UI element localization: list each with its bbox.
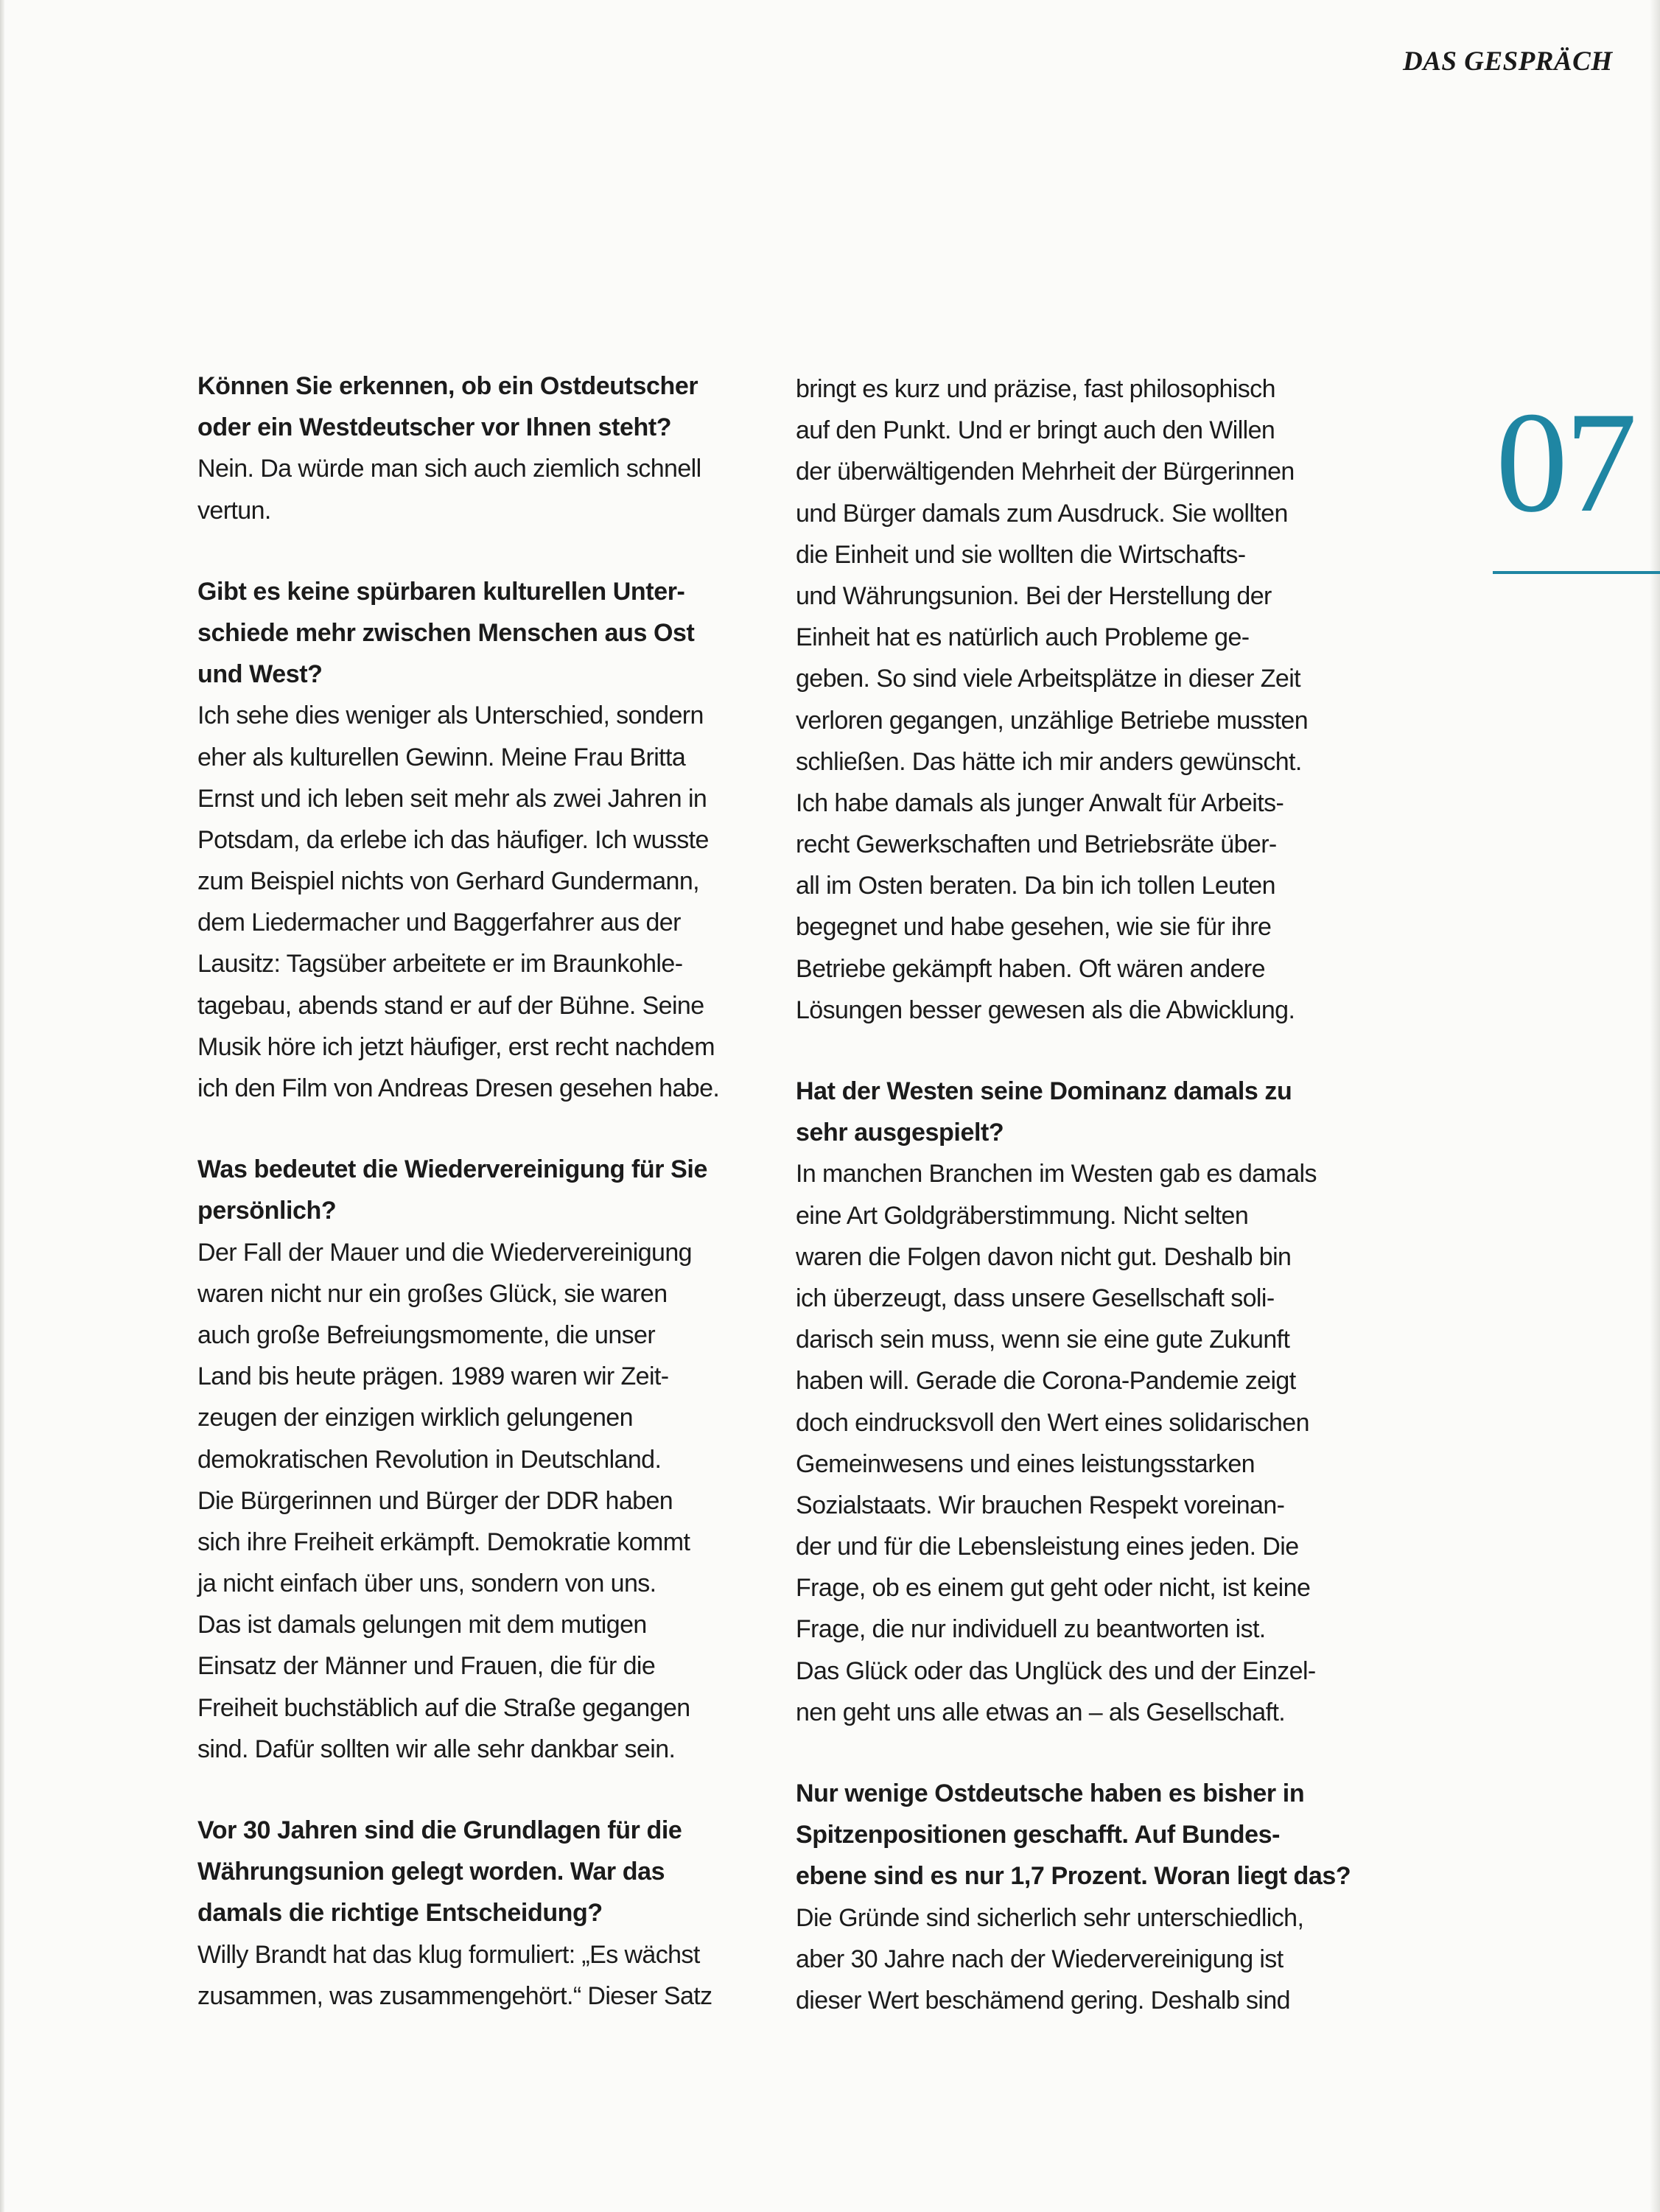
- answer-line: Das Glück oder das Unglück des und der Einzel-: [796, 1656, 1316, 1685]
- text-column-1: [197, 365, 772, 2017]
- answer-line: Willy Brandt hat das klug formuliert: „Es wächst: [197, 1940, 700, 1969]
- question-line: Hat der Westen seine Dominanz damals zu: [796, 1077, 1292, 1105]
- answer-line: Land bis heute prägen. 1989 waren wir Zeit-: [197, 1362, 669, 1391]
- answer-line: auf den Punkt. Und er bringt auch den Willen: [796, 416, 1275, 445]
- answer-line: schließen. Das hätte ich mir anders gewünscht.: [796, 747, 1302, 776]
- question-line: ebene sind es nur 1,7 Prozent. Woran liegt das?: [796, 1862, 1351, 1891]
- answer-line: sich ihre Freiheit erkämpft. Demokratie kommt: [197, 1527, 690, 1556]
- answer-line: tagebau, abends stand er auf der Bühne. Seine: [197, 991, 704, 1020]
- answer-line: dieser Wert beschämend gering. Deshalb sind: [796, 1986, 1290, 2015]
- page-edge-left: [0, 0, 4, 2212]
- question-line: persönlich?: [197, 1197, 337, 1225]
- question-line: Spitzenpositionen geschafft. Auf Bundes-: [796, 1821, 1281, 1849]
- answer-line: dem Liedermacher und Baggerfahrer aus der: [197, 909, 681, 937]
- answer-line: auch große Befreiungsmomente, die unser: [197, 1320, 656, 1349]
- answer-line: doch eindrucksvoll den Wert eines solidarischen: [796, 1408, 1309, 1437]
- question-line: sehr ausgespielt?: [796, 1119, 1004, 1147]
- answer-line: bringt es kurz und präzise, fast philosophisch: [796, 375, 1275, 403]
- answer-line: eher als kulturellen Gewinn. Meine Frau Britta: [197, 743, 686, 771]
- answer-line: Musik höre ich jetzt häufiger, erst recht nachdem: [197, 1032, 715, 1061]
- answer-line: Ich sehe dies weniger als Unterschied, sondern: [197, 701, 704, 730]
- answer-line: der überwältigenden Mehrheit der Bürgerinnen: [796, 458, 1295, 486]
- answer-line: aber 30 Jahre nach der Wiedervereinigung ist: [796, 1945, 1283, 1973]
- interview-question: [796, 1773, 1370, 1897]
- question-line: oder ein Westdeutscher vor Ihnen steht?: [197, 413, 672, 442]
- question-line: Währungsunion gelegt worden. War das: [197, 1858, 665, 1886]
- answer-line: und Währungsunion. Bei der Herstellung der: [796, 581, 1272, 610]
- question-line: Nur wenige Ostdeutsche haben es bisher in: [796, 1779, 1305, 1807]
- answer-line: Sozialstaats. Wir brauchen Respekt voreinan-: [796, 1491, 1285, 1519]
- answer-line: Lösungen besser gewesen als die Abwicklung.: [796, 995, 1295, 1024]
- answer-line: begegnet und habe gesehen, wie sie für ihre: [796, 913, 1272, 942]
- answer-line: Nein. Da würde man sich auch ziemlich schnell: [197, 455, 701, 483]
- answer-line: verloren gegangen, unzählige Betriebe mussten: [796, 706, 1309, 735]
- interview-answer: [197, 448, 772, 531]
- answer-line: Betriebe gekämpft haben. Oft wären andere: [796, 954, 1265, 983]
- answer-line: eine Art Goldgräberstimmung. Nicht selten: [796, 1201, 1249, 1230]
- answer-line: demokratischen Revolution in Deutschland.: [197, 1445, 662, 1474]
- question-line: Können Sie erkennen, ob ein Ostdeutscher: [197, 372, 698, 400]
- interview-block: [197, 1810, 772, 2017]
- answer-line: waren nicht nur ein großes Glück, sie waren: [197, 1279, 668, 1308]
- answer-line: und Bürger damals zum Ausdruck. Sie wollten: [796, 499, 1288, 528]
- answer-line: recht Gewerkschaften und Betriebsräte über-: [796, 830, 1277, 859]
- answer-line: all im Osten beraten. Da bin ich tollen Leuten: [796, 872, 1275, 900]
- paragraph-gap: [796, 1733, 1370, 1773]
- page-number-rule: [1493, 571, 1660, 574]
- answer-line: zum Beispiel nichts von Gerhard Gundermann,: [197, 867, 699, 896]
- answer-line: waren die Folgen davon nicht gut. Deshalb bin: [796, 1242, 1292, 1271]
- paragraph-gap: [197, 1109, 772, 1149]
- question-line: schiede mehr zwischen Menschen aus Ost: [197, 618, 695, 647]
- answer-line: Gemeinwesens und eines leistungsstarken: [796, 1449, 1255, 1478]
- question-line: Vor 30 Jahren sind die Grundlagen für die: [197, 1816, 682, 1844]
- interview-answer: [197, 1934, 772, 2017]
- interview-block: [197, 571, 772, 1109]
- interview-answer: [197, 1232, 772, 1770]
- section-label: DAS GESPRÄCH: [1403, 46, 1613, 77]
- interview-question: [197, 1149, 772, 1231]
- answer-line: ich den Film von Andreas Dresen gesehen habe.: [197, 1074, 720, 1102]
- answer-line: zeugen der einzigen wirklich gelungenen: [197, 1404, 633, 1432]
- paragraph-gap: [197, 531, 772, 571]
- answer-line: Frage, ob es einem gut geht oder nicht, ist keine: [796, 1574, 1311, 1603]
- answer-line: haben will. Gerade die Corona-Pandemie zeigt: [796, 1367, 1296, 1396]
- page-number: 07: [1496, 382, 1634, 542]
- answer-line: zusammen, was zusammengehört.“ Dieser Satz: [197, 1981, 712, 2010]
- interview-block: [796, 1773, 1370, 2021]
- question-line: damals die richtige Entscheidung?: [197, 1899, 603, 1928]
- question-line: Was bedeutet die Wiedervereinigung für Sie: [197, 1155, 707, 1184]
- interview-answer: [796, 1897, 1370, 2022]
- interview-question: [796, 1071, 1370, 1153]
- answer-line: der und für die Lebensleistung eines jeden. Die: [796, 1533, 1299, 1561]
- paragraph-gap: [197, 1770, 772, 1810]
- interview-block: [197, 365, 772, 531]
- interview-block: [796, 1071, 1370, 1733]
- answer-line: ja nicht einfach über uns, sondern von uns.: [197, 1569, 656, 1598]
- answer-line: Der Fall der Mauer und die Wiedervereinigung: [197, 1238, 692, 1267]
- answer-line: vertun.: [197, 496, 271, 525]
- interview-question: [197, 1810, 772, 1934]
- answer-line: Ernst und ich leben seit mehr als zwei Jahren in: [197, 784, 707, 813]
- interview-block: [796, 368, 1370, 1031]
- text-column-2: [796, 368, 1370, 2021]
- answer-line: die Einheit und sie wollten die Wirtschafts-: [796, 540, 1246, 569]
- answer-line: Das ist damals gelungen mit dem mutigen: [197, 1611, 647, 1639]
- answer-line: sind. Dafür sollten wir alle sehr dankbar sein.: [197, 1735, 676, 1763]
- answer-line: Die Gründe sind sicherlich sehr unterschiedlich,: [796, 1903, 1304, 1932]
- answer-line: Freiheit buchstäblich auf die Straße gegangen: [197, 1693, 690, 1722]
- question-line: Gibt es keine spürbaren kulturellen Unter-: [197, 577, 685, 606]
- answer-line: ich überzeugt, dass unsere Gesellschaft soli-: [796, 1284, 1275, 1312]
- answer-line: Einsatz der Männer und Frauen, die für die: [197, 1652, 656, 1681]
- interview-block: [197, 1149, 772, 1770]
- interview-answer: [796, 368, 1370, 1031]
- answer-line: geben. So sind viele Arbeitsplätze in dieser Zeit: [796, 665, 1301, 693]
- paragraph-gap: [796, 1031, 1370, 1071]
- interview-answer: [197, 695, 772, 1109]
- answer-line: In manchen Branchen im Westen gab es damals: [796, 1160, 1317, 1189]
- answer-line: Frage, die nur individuell zu beantworten ist.: [796, 1615, 1266, 1644]
- answer-line: Einheit hat es natürlich auch Probleme ge-: [796, 623, 1250, 652]
- answer-line: darisch sein muss, wenn sie eine gute Zukunft: [796, 1326, 1290, 1354]
- question-line: und West?: [197, 660, 323, 689]
- answer-line: Potsdam, da erlebe ich das häufiger. Ich wusste: [197, 825, 709, 854]
- interview-answer: [796, 1153, 1370, 1733]
- interview-question: [197, 571, 772, 696]
- page-edge-right: [1650, 0, 1660, 2212]
- answer-line: nen geht uns alle etwas an – als Gesellschaft.: [796, 1698, 1286, 1726]
- answer-line: Die Bürgerinnen und Bürger der DDR haben: [197, 1486, 673, 1515]
- answer-line: Lausitz: Tagsüber arbeitete er im Braunkohle-: [197, 950, 683, 979]
- answer-line: Ich habe damals als junger Anwalt für Arbeits-: [796, 788, 1284, 817]
- interview-question: [197, 365, 772, 448]
